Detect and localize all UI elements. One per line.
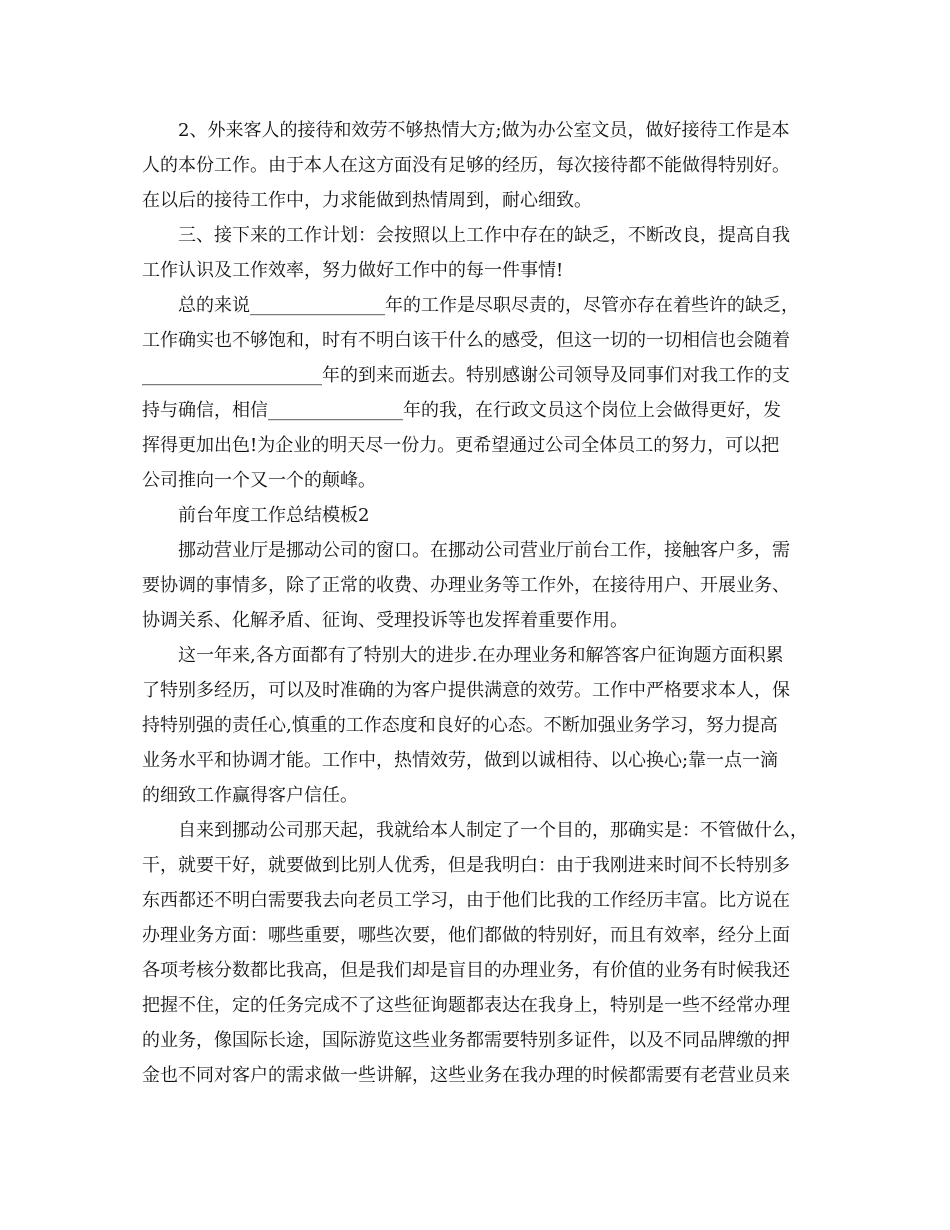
text-line: 了特别多经历，可以及时准确的为客户提供满意的效劳。工作中严格要求本人，保 xyxy=(142,680,790,701)
section-heading: 前台年度工作总结模板2 xyxy=(178,505,370,526)
text-line: 协调关系、化解矛盾、征询、受理投诉等也发挥着重要作用。 xyxy=(142,610,628,631)
text-line: 工作认识及工作效率，努力做好工作中的每一件事情! xyxy=(142,260,564,281)
text-line: 持与确信，相信_______________年的我，在行政文员这个岗位上会做得更好，发 xyxy=(142,400,781,421)
text-line: 的业务，像国际长途，国际游览这些业务都需要特别多证件，以及不同品牌缴的押 xyxy=(142,1030,790,1051)
text-line: 挪动营业厅是挪动公司的窗口。在挪动公司营业厅前台工作，接触客户多，需 xyxy=(178,540,790,561)
text-line: 金也不同对客户的需求做一些讲解，这些业务在我办理的时候都需要有老营业员来 xyxy=(142,1065,790,1086)
text-line: 把握不住，定的任务完成不了这些征询题都表达在我身上，特别是一些不经常办理 xyxy=(142,995,790,1016)
text-line: 2、外来客人的接待和效劳不够热情大方;做为办公室文员，做好接待工作是本 xyxy=(178,120,790,141)
text-line: 干，就要干好，就要做到比别人优秀，但是我明白：由于我刚进来时间不长特别多 xyxy=(142,855,790,876)
text-line: 人的本份工作。由于本人在这方面没有足够的经历，每次接待都不能做得特别好。 xyxy=(142,155,790,176)
text-line: 持特别强的责任心,慎重的工作态度和良好的心态。不断加强业务学习，努力提高 xyxy=(142,715,778,736)
text-line: 的细致工作赢得客户信任。 xyxy=(142,785,358,806)
text-line: 总的来说_______________年的工作是尽职尽责的，尽管亦存在着些许的缺乏， xyxy=(178,295,799,316)
text-line: 要协调的事情多，除了正常的收费、办理业务等工作外，在接待用户、开展业务、 xyxy=(142,575,790,596)
text-line: 办理业务方面：哪些重要，哪些次要，他们都做的特别好，而且有效率，经分上面 xyxy=(142,925,790,946)
text-line: 业务水平和协调才能。工作中，热情效劳，做到以诚相待、以心换心;靠一点一滴 xyxy=(142,750,779,771)
text-line: 工作确实也不够饱和，时有不明白该干什么的感受，但这一切的一切相信也会随着 xyxy=(142,330,790,351)
text-line: 在以后的接待工作中，力求能做到热情周到，耐心细致。 xyxy=(142,190,592,211)
text-line: 这一年来,各方面都有了特别大的进步.在办理业务和解答客户征询题方面积累 xyxy=(178,645,784,666)
text-line: 公司推向一个又一个的颠峰。 xyxy=(142,470,376,491)
text-line: 东西都还不明白需要我去向老员工学习，由于他们比我的工作经历丰富。比方说在 xyxy=(142,890,790,911)
text-line: 挥得更加出色!为企业的明天尽一份力。更希望通过公司全体员工的努力，可以把 xyxy=(142,435,780,456)
text-line: 三、接下来的工作计划：会按照以上工作中存在的缺乏，不断改良，提高自我 xyxy=(178,225,790,246)
text-line: 自来到挪动公司那天起，我就给本人制定了一个目的，那确实是：不管做什么， xyxy=(178,820,808,841)
text-line: 各项考核分数都比我高，但是我们却是盲目的办理业务，有价值的业务有时候我还 xyxy=(142,960,790,981)
text-line: ____________________年的到来而逝去。特别感谢公司领导及同事们对我工作的支 xyxy=(142,365,790,386)
